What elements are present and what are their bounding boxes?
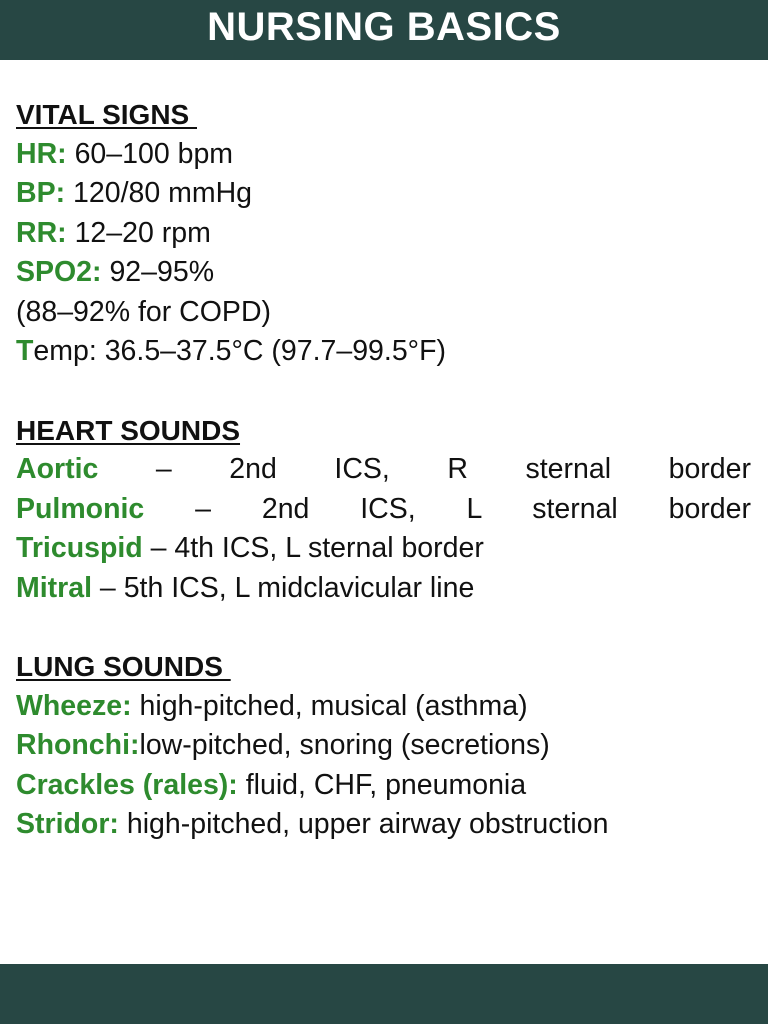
rr-label: RR: [16, 216, 67, 249]
aortic-line [16, 450, 751, 490]
spo2-line [16, 253, 751, 293]
spo2-value: 92–95% [101, 256, 215, 288]
copd-note: (88–92% for COPD) [16, 295, 272, 328]
bp-label: BP: [16, 177, 66, 209]
wheeze-value: high-pitched, musical (asthma) [131, 689, 528, 722]
bp-line [16, 174, 751, 214]
temp-value: emp: 36.5–37.5°C (97.7–99.5°F) [33, 335, 446, 367]
crackles-line [16, 766, 751, 806]
crackles-value: fluid, CHF, pneumonia [237, 768, 527, 801]
stridor-value: high-pitched, upper airway obstruction [118, 808, 609, 840]
rhonchi-value: low-pitched, snoring (secretions) [139, 729, 550, 761]
lung-sounds-section [16, 647, 751, 845]
content-area [16, 95, 751, 845]
wheeze-line [16, 687, 751, 727]
tricuspid-label: Tricuspid [16, 532, 143, 564]
vital-signs-title: VITAL SIGNS [16, 99, 197, 130]
pulmonic-label: Pulmonic [16, 492, 145, 525]
rhonchi-line [16, 726, 751, 766]
tricuspid-value: – 4th ICS, L sternal border [142, 532, 484, 564]
heart-sounds-title: HEART SOUNDS [16, 414, 241, 446]
mitral-line [16, 569, 751, 609]
footer-bar [0, 964, 768, 1024]
aortic-label: Aortic [16, 453, 99, 485]
lung-sounds-title: LUNG SOUNDS [16, 651, 231, 682]
hr-line [16, 135, 751, 175]
wheeze-label: Wheeze: [16, 689, 132, 722]
stridor-label: Stridor: [16, 808, 119, 840]
pulmonic-line [16, 490, 751, 530]
tricuspid-line [16, 529, 751, 569]
mitral-label: Mitral [16, 571, 93, 604]
temp-line [16, 332, 751, 372]
mitral-value: – 5th ICS, L midclavicular line [92, 571, 475, 604]
temp-label: T [16, 335, 34, 367]
page-title: NURSING BASICS [207, 5, 561, 49]
rr-value: 12–20 rpm [66, 216, 211, 249]
aortic-value: – 2nd ICS, R sternal border [98, 453, 751, 485]
hr-label: HR: [16, 137, 67, 170]
heart-sounds-section [16, 411, 751, 609]
vital-signs-section [16, 95, 751, 372]
spo2-label: SPO2: [16, 256, 102, 288]
bp-value: 120/80 mmHg [65, 177, 253, 209]
pulmonic-value: – 2nd ICS, L sternal border [144, 492, 751, 525]
header-bar [0, 0, 768, 60]
stridor-line [16, 805, 751, 845]
rr-line [16, 214, 751, 254]
crackles-label: Crackles (rales): [16, 768, 238, 801]
rhonchi-label: Rhonchi: [16, 729, 140, 761]
hr-value: 60–100 bpm [66, 137, 234, 170]
